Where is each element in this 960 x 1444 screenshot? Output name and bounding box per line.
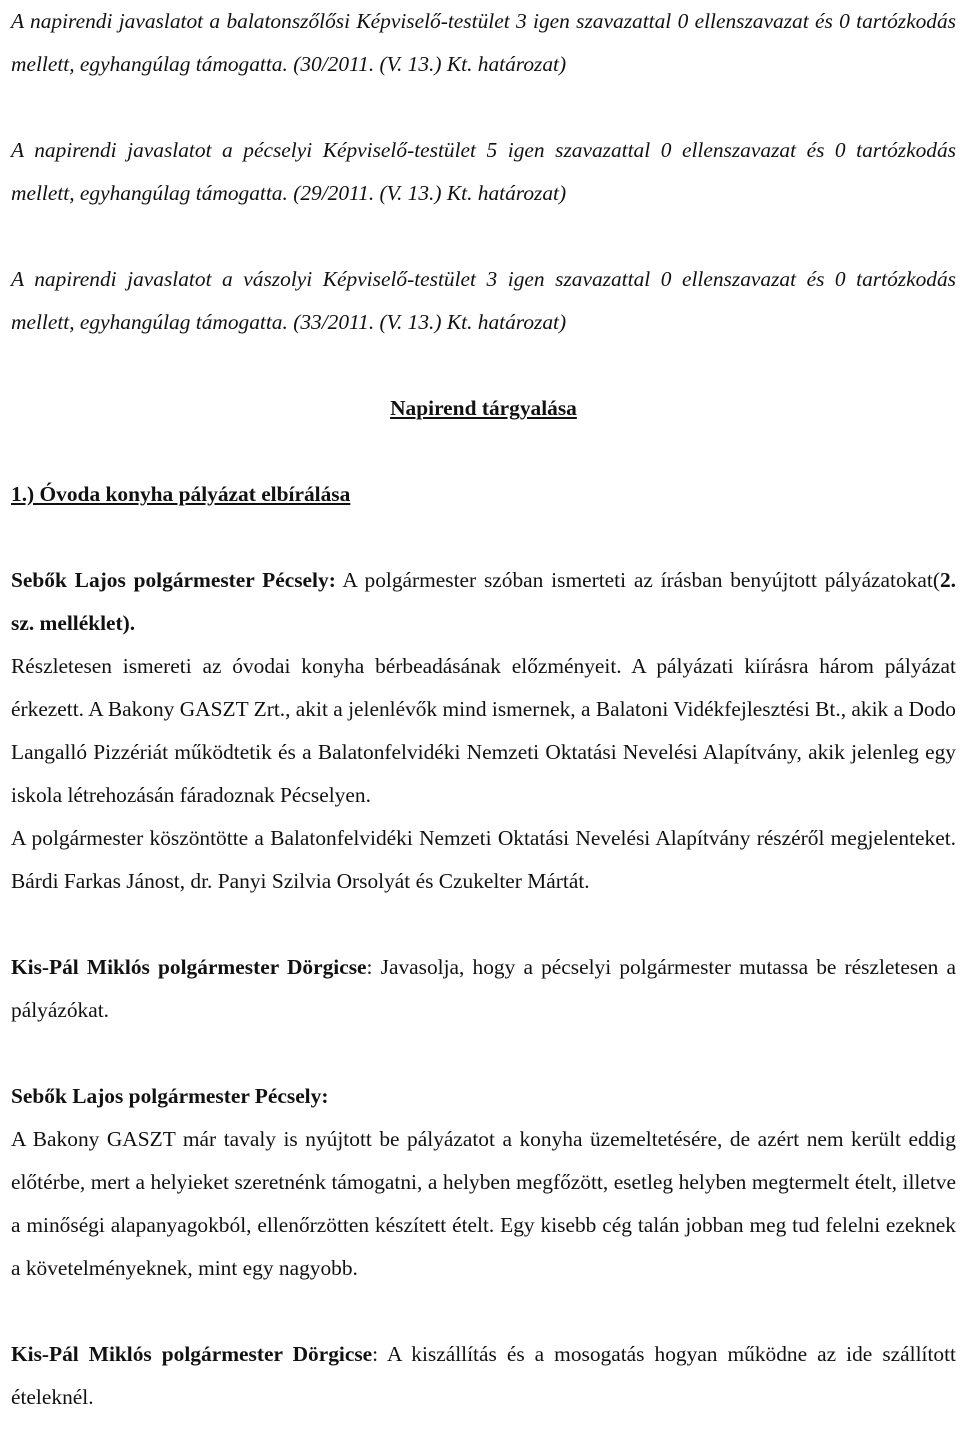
speaker-name: Kis-Pál Miklós polgármester Dörgicse	[11, 955, 367, 979]
speaker-name: Sebők Lajos polgármester Pécsely:	[11, 568, 336, 592]
spacer	[11, 344, 956, 387]
speech-text: A polgármester szóban ismerteti az írásban benyújtott pályázatokat(	[335, 568, 940, 592]
section-heading: Napirend tárgyalása	[390, 396, 577, 420]
spacer	[11, 1290, 956, 1333]
spacer	[11, 1032, 956, 1075]
speech-paragraph-2: Részletesen ismereti az óvodai konyha bérbeadásának előzményeit. A pályázati kiírásra három pályázat érkezett. A Bakony GASZT Zrt., akit a jelenlévők mind ismernek, a Balatoni Vidékfejlesztési Bt., akik a Dodo Langalló Pizzériát működtetik és a Balatonfelvidéki Nemzeti Oktatási Nevelési Alapítvány, akik jelenleg egy iskola létrehozásán fáradoznak Pécselyen.	[11, 654, 956, 807]
attachment-reference: 2. sz. melléklet).	[11, 568, 956, 635]
speaker-heading-5	[11, 1075, 956, 1118]
document-page	[11, 0, 956, 1419]
speech-text: : Javasolja, hogy a pécselyi polgármester mutassa be részletesen a pályázókat.	[11, 955, 957, 1022]
vote-paragraph-pecsely: A napirendi javaslatot a pécselyi Képviselő-testület 5 igen szavazattal 0 ellenszavazat és 0 tartózkodás mellett, egyhangúlag támogatta. (29/2011. (V. 13.) Kt. határozat)	[11, 138, 956, 205]
speech-paragraph-1	[11, 559, 956, 645]
vote-paragraph-vaszoly: A napirendi javaslatot a vászolyi Képviselő-testület 3 igen szavazattal 0 ellenszavazat és 0 tartózkodás mellett, egyhangúlag támogatta. (33/2011. (V. 13.) Kt. határozat)	[11, 267, 956, 334]
speaker-name: Sebők Lajos polgármester Pécsely:	[11, 1084, 329, 1108]
agenda-item-heading: 1.) Óvoda konyha pályázat elbírálása	[11, 482, 351, 506]
spacer	[11, 516, 956, 559]
spacer	[11, 215, 956, 258]
speech-text: : A kiszállítás és a mosogatás hogyan működne az ide szállított ételeknél.	[11, 1342, 956, 1409]
spacer	[11, 86, 956, 129]
spacer	[11, 430, 956, 473]
speech-paragraph-3: A polgármester köszöntötte a Balatonfelvidéki Nemzeti Oktatási Nevelési Alapítvány részéről megjelenteket. Bárdi Farkas Jánost, dr. Panyi Szilvia Orsolyát és Czukelter Mártát.	[11, 826, 956, 893]
speech-paragraph-5: A Bakony GASZT már tavaly is nyújtott be pályázatot a konyha üzemeltetésére, de azért nem került eddig előtérbe, mert a helyieket szeretnénk támogatni, a helyben megfőzött, esetleg helyben megtermelt ételt, illetve a minőségi alapanyagokból, ellenőrzötten készített ételt. Egy kisebb cég talán jobban meg tud felelni ezeknek a követelményeknek, mint egy nagyobb.	[11, 1127, 956, 1280]
spacer	[11, 903, 956, 946]
vote-paragraph-balatonszolos: A napirendi javaslatot a balatonszőlősi Képviselő-testület 3 igen szavazattal 0 ellenszavazat és 0 tartózkodás mellett, egyhangúlag támogatta. (30/2011. (V. 13.) Kt. határozat)	[11, 9, 956, 76]
speech-paragraph-6	[11, 1333, 956, 1419]
speaker-name: Kis-Pál Miklós polgármester Dörgicse	[11, 1342, 373, 1366]
speech-paragraph-4	[11, 946, 956, 1032]
